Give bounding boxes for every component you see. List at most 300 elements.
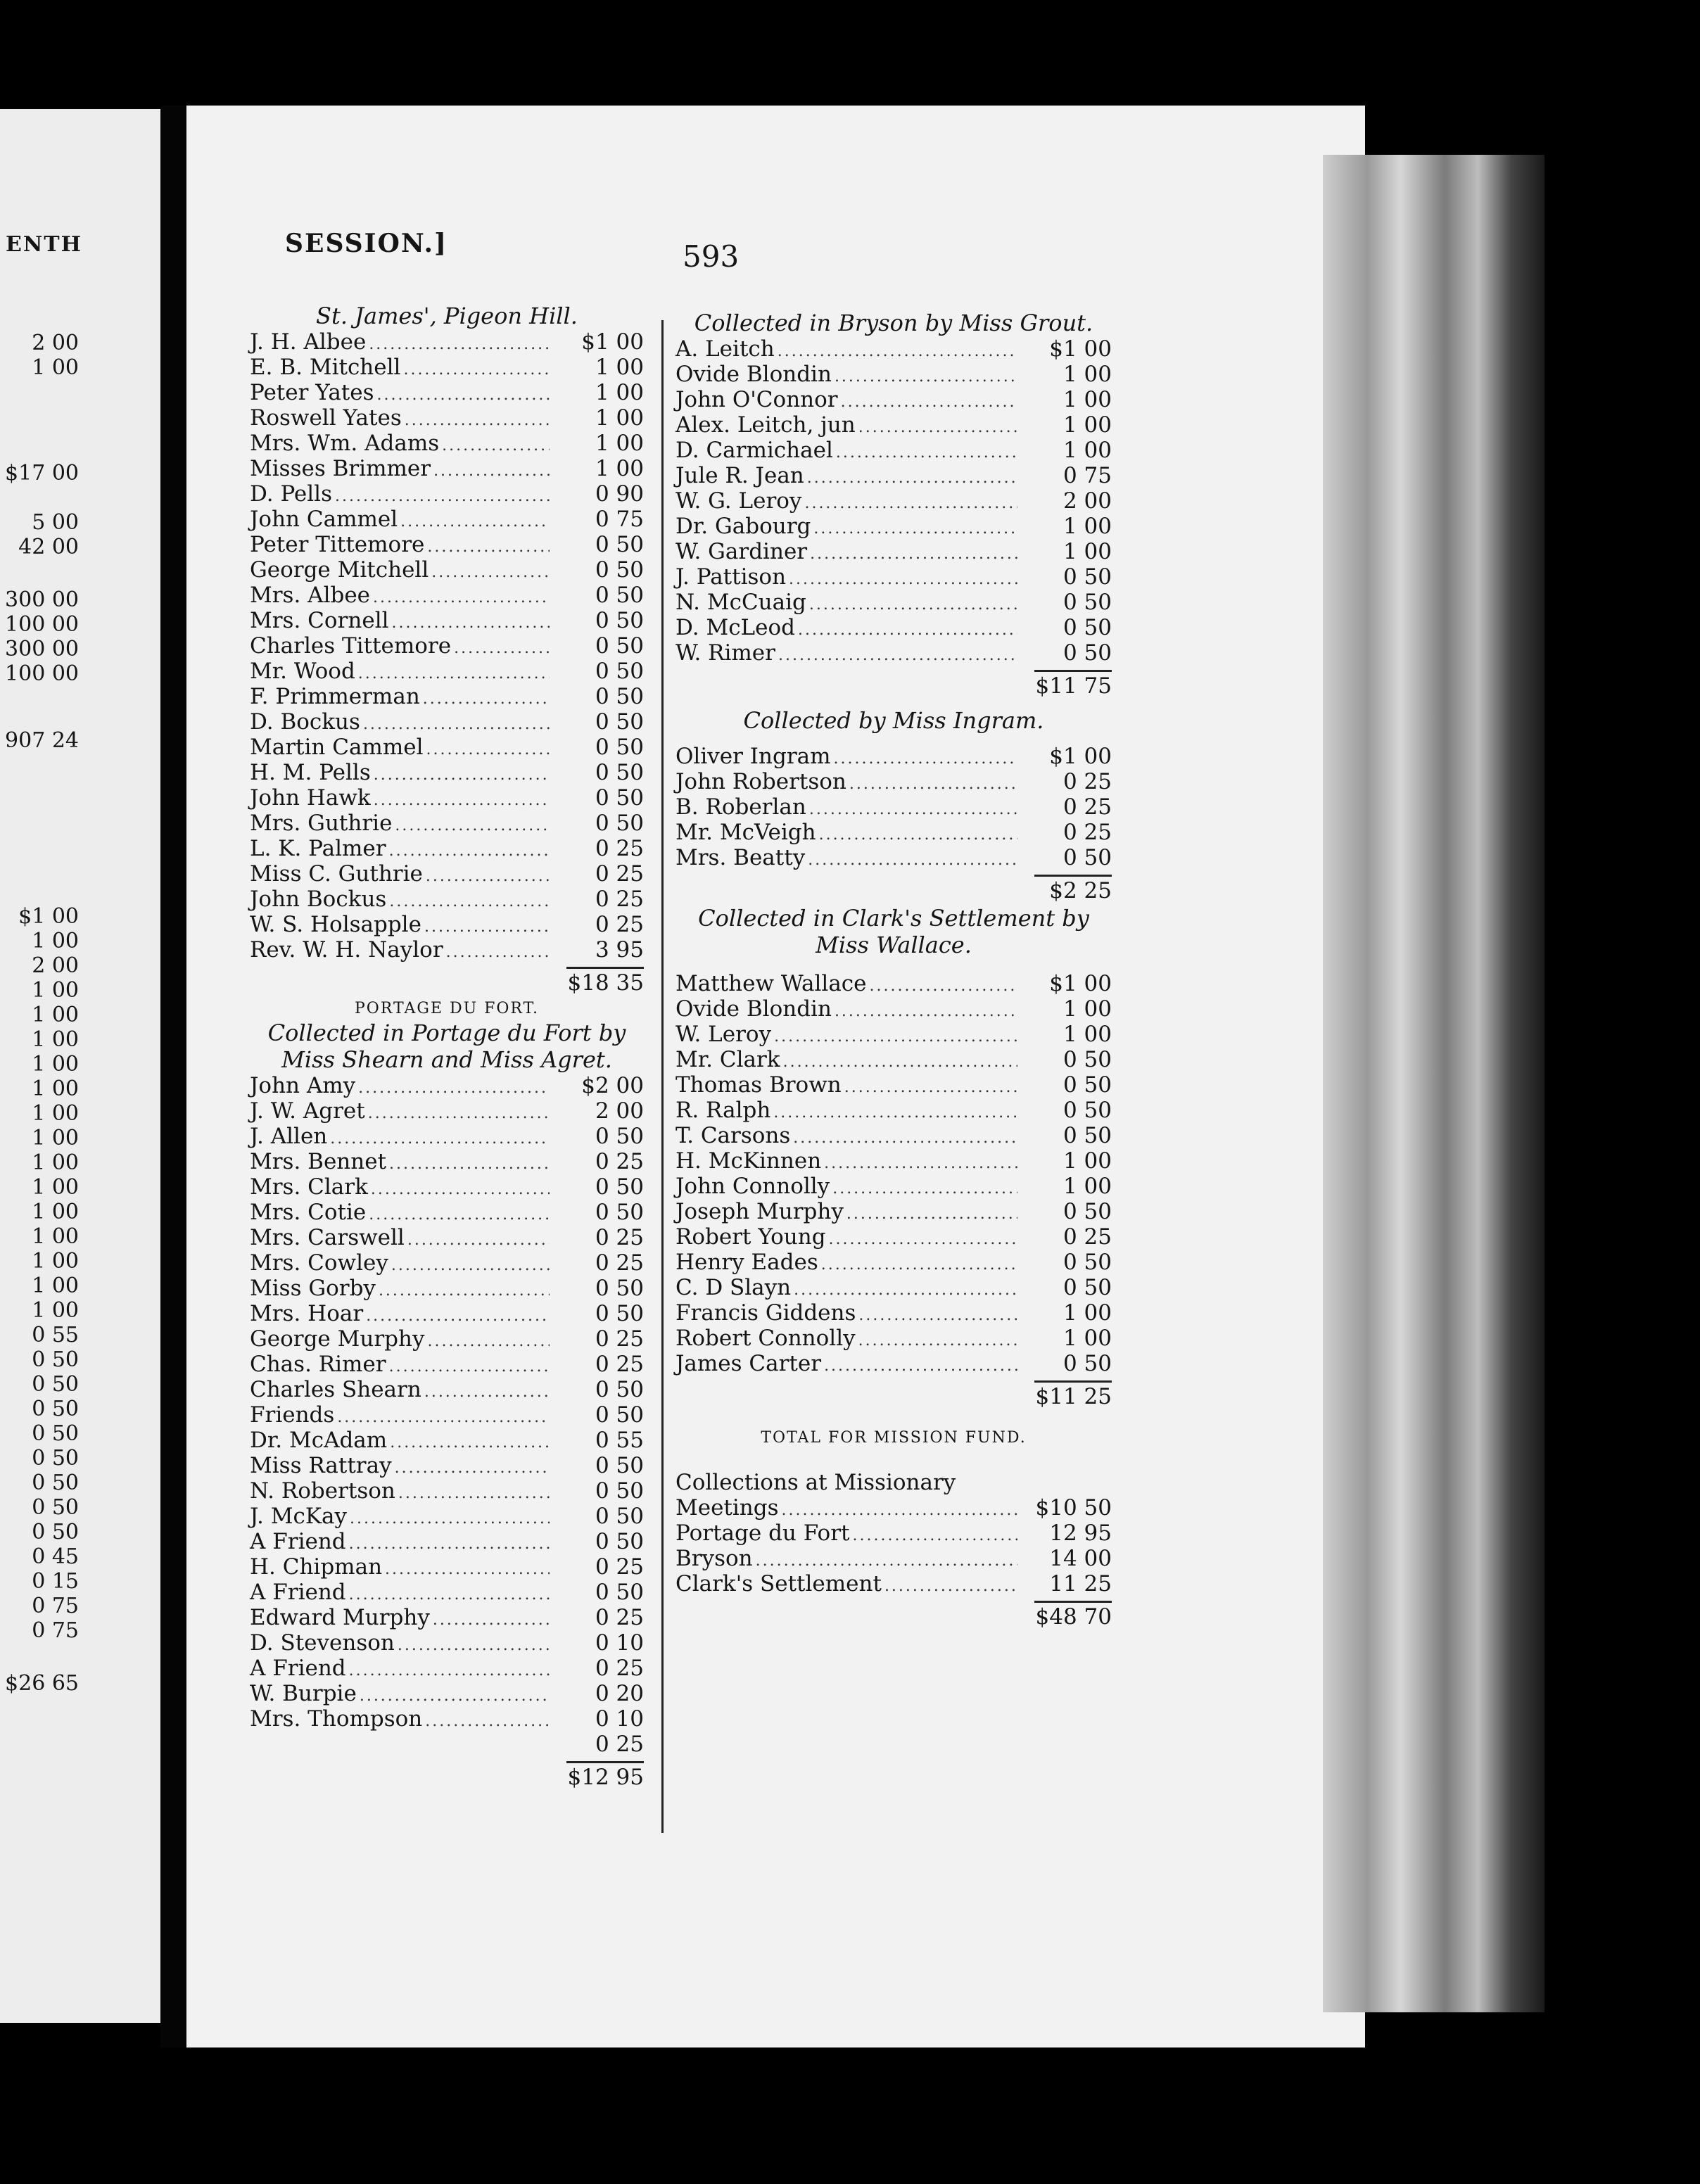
list-item [250, 1529, 644, 1554]
list-item [675, 514, 1112, 539]
entry-name: Friends [250, 1402, 335, 1428]
entry-amount: 1 00 [1062, 387, 1112, 412]
portage-list [250, 1073, 644, 1757]
list-item [675, 1022, 1112, 1047]
entry-amount: 0 50 [595, 1402, 644, 1428]
entry-name: Dr. McAdam [250, 1428, 388, 1453]
entry-amount: 0 50 [1062, 615, 1112, 640]
dot-leader [773, 1100, 1017, 1126]
entry-amount: 0 50 [1062, 1250, 1112, 1275]
list-item [675, 1571, 1112, 1596]
entry-name: Robert Young [675, 1224, 826, 1250]
dot-leader [794, 1278, 1017, 1303]
list-item [250, 557, 644, 583]
entry-name: Roswell Yates [250, 405, 402, 431]
entry-amount: 0 50 [595, 1200, 644, 1225]
entry-name: A Friend [250, 1656, 346, 1681]
list-item [675, 769, 1112, 794]
list-item [675, 1148, 1112, 1174]
dot-leader [819, 823, 1017, 848]
entry-amount: 0 50 [595, 709, 644, 735]
list-item [250, 1174, 644, 1200]
entry-amount: 0 10 [595, 1706, 644, 1732]
dot-leader [398, 1481, 550, 1506]
entry-amount: $10 50 [1035, 1495, 1112, 1520]
entry-amount: 0 25 [595, 836, 644, 861]
entry-amount: 0 50 [595, 583, 644, 608]
entry-amount: 0 25 [595, 887, 644, 912]
previous-page-amount: 5 00 [32, 510, 79, 535]
list-item [250, 1630, 644, 1656]
list-item [675, 412, 1112, 438]
dot-leader [366, 1304, 550, 1329]
list-item [675, 1495, 1112, 1520]
entry-amount: 0 25 [1062, 794, 1112, 820]
entry-name: H. McKinnen [675, 1148, 822, 1174]
entry-name: Charles Shearn [250, 1377, 421, 1402]
entry-amount: 0 50 [1062, 590, 1112, 615]
entry-name: W. Gardiner [675, 539, 808, 564]
entry-name: W. Leroy [675, 1022, 772, 1047]
dot-leader [442, 433, 550, 459]
dot-leader [392, 611, 550, 636]
entry-amount: 0 25 [595, 912, 644, 937]
entry-name: Portage du Fort [675, 1520, 850, 1546]
entry-amount: 0 55 [595, 1428, 644, 1453]
entry-name: Mrs. Cotie [250, 1200, 367, 1225]
entry-name: W. Rimer [675, 640, 775, 666]
dot-leader [836, 440, 1017, 466]
entry-amount: 0 50 [595, 1377, 644, 1402]
entry-amount: 1 00 [1062, 1148, 1112, 1174]
dot-leader [821, 1252, 1017, 1278]
dot-leader [403, 357, 550, 383]
entry-amount: 11 25 [1049, 1571, 1112, 1596]
entry-name: L. K. Palmer [250, 836, 386, 861]
previous-page-amount: 0 75 [32, 1618, 79, 1643]
entry-name: J. McKay [250, 1504, 347, 1529]
entry-name: W. S. Holsapple [250, 912, 421, 937]
list-item [250, 912, 644, 937]
dot-leader [358, 1076, 550, 1101]
previous-page-amount: 0 50 [32, 1446, 79, 1471]
dot-leader [424, 915, 550, 940]
list-item [250, 1656, 644, 1681]
entry-amount: 0 50 [595, 532, 644, 557]
dot-leader [389, 1354, 550, 1380]
dot-leader [427, 1329, 550, 1354]
previous-page-amount: 0 75 [32, 1594, 79, 1618]
entry-amount: 1 00 [595, 380, 644, 405]
left-column [250, 303, 644, 1791]
previous-page-amount: 1 00 [32, 355, 79, 380]
entry-name: John Bockus [250, 887, 387, 912]
entry-amount: 0 50 [595, 1301, 644, 1326]
dot-leader [373, 585, 550, 611]
previous-page-amount: 42 00 [18, 535, 79, 559]
entry-name: Matthew Wallace [675, 971, 867, 996]
dot-leader [385, 1557, 550, 1582]
entry-name: John Amy [250, 1073, 356, 1098]
dot-leader [846, 1202, 1017, 1227]
entry-name: Miss C. Guthrie [250, 861, 423, 887]
entry-amount: 0 50 [1062, 1123, 1112, 1148]
dot-leader [349, 1582, 550, 1608]
dot-leader [400, 509, 550, 535]
list-item [250, 1580, 644, 1605]
entry-amount: 0 50 [1062, 1275, 1112, 1300]
entry-amount: 0 25 [595, 1149, 644, 1174]
dot-leader [804, 491, 1017, 516]
list-item [250, 583, 644, 608]
list-item [250, 937, 644, 963]
previous-page-amount: 1 00 [32, 1200, 79, 1224]
entry-name: Mr. Clark [675, 1047, 780, 1072]
entry-amount: 1 00 [1062, 438, 1112, 463]
previous-page-amount: 100 00 [5, 661, 79, 686]
entry-name: D. Stevenson [250, 1630, 395, 1656]
dot-leader [778, 339, 1017, 364]
clarks-title: Collected in Clark's Settlement by Miss Wallace. [698, 905, 1089, 958]
dot-leader [841, 390, 1017, 415]
list-item [675, 438, 1112, 463]
entry-amount: 0 50 [595, 659, 644, 684]
ingram-title: Collected by Miss Ingram. [743, 707, 1044, 734]
previous-page-strip [0, 109, 160, 2023]
dot-leader [853, 1523, 1018, 1549]
entry-amount: 1 00 [1062, 1174, 1112, 1199]
list-item [250, 532, 644, 557]
list-item [250, 355, 644, 380]
entry-name: A. Leitch [675, 336, 775, 362]
dot-leader [756, 1549, 1017, 1574]
entry-name: Mrs. Beatty [675, 845, 806, 870]
dot-leader [369, 332, 550, 357]
entry-name: Meetings [675, 1495, 779, 1520]
entry-amount: 0 50 [1062, 1072, 1112, 1098]
entry-amount: 0 50 [595, 1478, 644, 1504]
list-item [250, 1301, 644, 1326]
previous-page-amount: 1 00 [32, 1126, 79, 1150]
list-item [250, 1276, 644, 1301]
dot-leader [433, 1608, 550, 1633]
previous-page-amount: 300 00 [5, 637, 79, 661]
entry-amount: 0 50 [1062, 1351, 1112, 1376]
dot-leader [783, 1050, 1017, 1075]
list-item [675, 615, 1112, 640]
dot-leader [427, 535, 550, 560]
entry-name: Mr. Wood [250, 659, 355, 684]
column-divider [661, 320, 664, 1833]
previous-page-amount: 1 00 [32, 1274, 79, 1298]
entry-amount: 0 50 [595, 1580, 644, 1605]
list-item [250, 684, 644, 709]
dot-leader [426, 737, 550, 763]
dot-leader [809, 797, 1017, 823]
entry-name: Ovide Blondin [675, 362, 832, 387]
dot-leader [835, 999, 1017, 1024]
entry-amount: 0 50 [595, 1453, 644, 1478]
list-item [250, 481, 644, 507]
list-item [675, 996, 1112, 1022]
entry-amount: 0 50 [1062, 564, 1112, 590]
entry-amount: 0 50 [595, 760, 644, 785]
entry-name: J. Pattison [675, 564, 787, 590]
previous-page-amount: 1 00 [32, 978, 79, 1003]
dot-leader [808, 848, 1017, 873]
list-item [675, 590, 1112, 615]
entry-name: J. W. Agret [250, 1098, 365, 1124]
entry-name: D. McLeod [675, 615, 796, 640]
previous-page-amount: 1 00 [32, 1027, 79, 1052]
entry-amount: 0 50 [1062, 845, 1112, 870]
list-item [250, 659, 644, 684]
list-item [675, 336, 1112, 362]
entry-name: Mrs. Cowley [250, 1250, 388, 1276]
entry-name: Mrs. Bennet [250, 1149, 387, 1174]
list-item [250, 1605, 644, 1630]
dot-leader [377, 383, 550, 408]
previous-page-amount: 1 00 [32, 1175, 79, 1200]
dot-leader [835, 364, 1017, 390]
list-item [675, 488, 1112, 514]
list-item [675, 362, 1112, 387]
portage-title: Collected in Portage du Fort by Miss Shearn and Miss Agret. [267, 1020, 626, 1073]
list-item [250, 1428, 644, 1453]
entry-name: Robert Connolly [675, 1326, 856, 1351]
entry-amount: $1 00 [1049, 971, 1112, 996]
dot-leader [431, 560, 550, 585]
entry-amount: 0 25 [595, 1326, 644, 1352]
entry-name: D. Pells [250, 481, 333, 507]
dot-leader [810, 542, 1017, 567]
previous-page-amount: 1 00 [32, 1224, 79, 1249]
dot-leader [423, 687, 550, 712]
portage-heading: PORTAGE DU FORT. [354, 1000, 540, 1017]
list-item [250, 431, 644, 456]
ingram-list [675, 744, 1112, 870]
list-item [250, 1732, 644, 1757]
page-edges [1323, 155, 1544, 2012]
entry-amount: 12 95 [1049, 1520, 1112, 1546]
entry-amount: 0 25 [595, 1554, 644, 1580]
previous-page-amount: 0 50 [32, 1347, 79, 1372]
previous-page-amount: 2 00 [32, 331, 79, 355]
dot-leader [774, 1024, 1017, 1050]
dot-leader [858, 1303, 1017, 1328]
previous-page-amount: 2 00 [32, 953, 79, 978]
list-item [675, 1174, 1112, 1199]
list-item [250, 608, 644, 633]
entry-name: W. Burpie [250, 1681, 357, 1706]
dot-leader [807, 466, 1017, 491]
entry-name: Thomas Brown [675, 1072, 842, 1098]
bryson-list [675, 336, 1112, 666]
entry-amount: 2 00 [1062, 488, 1112, 514]
previous-page-amount: 0 50 [32, 1520, 79, 1544]
list-item [675, 1047, 1112, 1072]
dot-leader [870, 974, 1017, 999]
entry-name: Joseph Murphy [675, 1199, 844, 1224]
previous-page-amount: 1 00 [32, 1298, 79, 1323]
previous-page-amount: 907 24 [5, 728, 79, 753]
list-item [250, 405, 644, 431]
dot-leader [405, 408, 550, 433]
previous-page-amount: 0 50 [32, 1495, 79, 1520]
entry-amount: 0 25 [1062, 1224, 1112, 1250]
entry-name: W. G. Leroy [675, 488, 802, 514]
list-item [675, 1546, 1112, 1571]
dot-leader [337, 1405, 550, 1430]
entry-name: Chas. Rimer [250, 1352, 386, 1377]
entry-amount: 1 00 [1062, 1022, 1112, 1047]
entry-name: Charles Tittemore [250, 633, 452, 659]
entry-amount: 0 50 [595, 608, 644, 633]
list-item [675, 564, 1112, 590]
list-item [250, 1706, 644, 1732]
list-item [250, 1073, 644, 1098]
entry-amount: $1 00 [1049, 336, 1112, 362]
list-item [250, 329, 644, 355]
dot-leader [389, 889, 550, 915]
entry-amount: $1 00 [1049, 744, 1112, 769]
entry-amount: $2 00 [581, 1073, 644, 1098]
dot-leader [809, 592, 1017, 618]
list-item [250, 633, 644, 659]
entry-name: Dr. Gabourg [675, 514, 811, 539]
clarks-total: $11 25 [1035, 1384, 1112, 1409]
list-item [250, 1200, 644, 1225]
portage-total: $12 95 [567, 1765, 644, 1790]
dot-leader [350, 1506, 550, 1532]
entry-name: E. B. Mitchell [250, 355, 401, 380]
previous-page-amount: 1 00 [32, 1003, 79, 1027]
dot-leader [454, 636, 550, 661]
entry-name: Mrs. Clark [250, 1174, 368, 1200]
entry-amount: 0 50 [595, 1124, 644, 1149]
entry-amount: 0 50 [595, 1276, 644, 1301]
clarks-list [675, 971, 1112, 1376]
entry-name: D. Bockus [250, 709, 360, 735]
dot-leader [813, 516, 1017, 542]
entry-amount: 0 20 [595, 1681, 644, 1706]
dot-leader [358, 661, 550, 687]
list-item [250, 1402, 644, 1428]
dot-leader [793, 1126, 1017, 1151]
list-item [675, 820, 1112, 845]
entry-amount: 0 25 [595, 1732, 644, 1757]
previous-page-amount: 0 45 [32, 1544, 79, 1569]
entry-amount: 3 95 [595, 937, 644, 963]
page-number: 593 [683, 239, 740, 274]
dot-leader [789, 567, 1017, 592]
entry-amount: 2 00 [595, 1098, 644, 1124]
entry-name: B. Roberlan [675, 794, 806, 820]
entry-name: N. Robertson [250, 1478, 395, 1504]
dot-leader [349, 1532, 550, 1557]
entry-amount: 0 25 [1062, 769, 1112, 794]
list-item [675, 1199, 1112, 1224]
entry-amount: 14 00 [1049, 1546, 1112, 1571]
ingram-total: $2 25 [1049, 878, 1112, 903]
entry-amount: 0 25 [595, 861, 644, 887]
entry-amount: 0 50 [1062, 1047, 1112, 1072]
entry-amount: 0 50 [595, 684, 644, 709]
mission-total-total: $48 70 [1035, 1604, 1112, 1630]
list-item [250, 1124, 644, 1149]
list-item [250, 811, 644, 836]
dot-leader [368, 1101, 550, 1126]
list-item [250, 735, 644, 760]
entry-amount: 0 25 [595, 1250, 644, 1276]
entry-name: John O'Connor [675, 387, 838, 412]
list-item [250, 1098, 644, 1124]
dot-leader [360, 1684, 550, 1709]
entry-name: Jule R. Jean [675, 463, 804, 488]
entry-name: John Connolly [675, 1174, 830, 1199]
pigeon-hill-total: $18 35 [567, 970, 644, 996]
previous-page-amount: 0 50 [32, 1421, 79, 1446]
entry-name: Rev. W. H. Naylor [250, 937, 443, 963]
entry-name: J. Allen [250, 1124, 328, 1149]
entry-name: Edward Murphy [250, 1605, 430, 1630]
entry-name: John Cammel [250, 507, 398, 532]
dot-leader [395, 1456, 550, 1481]
entry-name: C. D Slayn [675, 1275, 792, 1300]
entry-amount: 0 10 [595, 1630, 644, 1656]
pigeon-hill-title: St. James', Pigeon Hill. [316, 303, 578, 329]
previous-page-amount: 1 00 [32, 1077, 79, 1101]
list-item [675, 1326, 1112, 1351]
entry-name: T. Carsons [675, 1123, 791, 1148]
dot-leader [884, 1574, 1017, 1599]
entry-amount: 0 25 [595, 1352, 644, 1377]
entry-name: George Murphy [250, 1326, 425, 1352]
dot-leader [389, 839, 550, 864]
dot-leader [374, 788, 550, 813]
entry-amount: 1 00 [1062, 1326, 1112, 1351]
list-item [250, 1250, 644, 1276]
entry-name: Clark's Settlement [675, 1571, 882, 1596]
mission-total-line1: Collections at Missionary [675, 1470, 956, 1495]
entry-name: Francis Giddens [675, 1300, 856, 1326]
dot-leader [849, 772, 1017, 797]
list-item [675, 463, 1112, 488]
dot-leader [335, 484, 550, 509]
dot-leader [426, 864, 550, 889]
list-item [250, 709, 644, 735]
dot-leader [390, 1430, 550, 1456]
list-item [675, 539, 1112, 564]
entry-amount: 0 50 [595, 785, 644, 811]
entry-amount: 0 50 [1062, 1199, 1112, 1224]
list-item [250, 1377, 644, 1402]
entry-name: J. H. Albee [250, 329, 367, 355]
previous-page-amount: 1 00 [32, 929, 79, 953]
list-item [675, 387, 1112, 412]
mission-total-list [675, 1495, 1112, 1596]
right-column [675, 310, 1112, 1631]
entry-amount: 0 50 [1062, 1098, 1112, 1123]
previous-page-amount: 0 55 [32, 1323, 79, 1347]
entry-name: James Carter [675, 1351, 822, 1376]
list-item [250, 1326, 644, 1352]
list-item [675, 794, 1112, 820]
entry-name: George Mitchell [250, 557, 429, 583]
previous-page-amount: 1 00 [32, 1249, 79, 1274]
dot-leader [824, 1354, 1017, 1379]
list-item [250, 1453, 644, 1478]
